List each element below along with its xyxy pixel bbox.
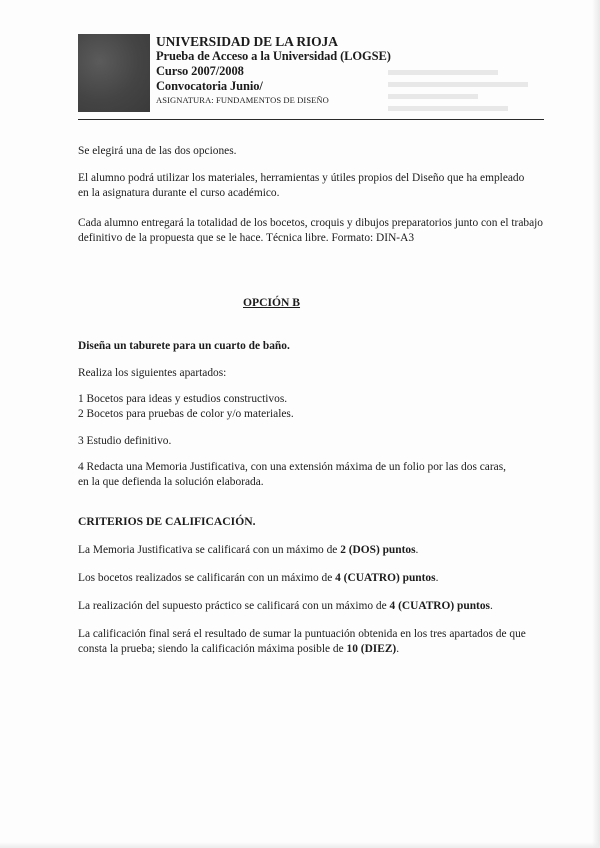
choose-instruction: Se elegirá una de las dos opciones.	[78, 145, 237, 157]
criteria-title: CRITERIOS DE CALIFICACIÓN.	[78, 515, 256, 528]
steps-list	[78, 392, 548, 421]
list-item: 1 Bocetos para ideas y estudios constructivos.	[78, 393, 288, 405]
list-item: 4 Redacta una Memoria Justificativa, con una extensión máxima de un folio por las dos caras, en la que defienda la solución elaborada.	[78, 461, 506, 488]
exam-session: Convocatoria Junio/	[156, 79, 263, 93]
scan-edge	[592, 0, 600, 848]
criterion-item: La calificación final será el resultado de sumar la puntuación obtenida en los tres apartados de que consta la prueba; siendo la calificación máxima posible de 10 (DIEZ).	[78, 628, 526, 655]
task-statement: Diseña un taburete para un cuarto de baño.	[78, 340, 290, 352]
bleed-through	[388, 70, 538, 120]
university-logo	[78, 34, 150, 112]
materials-paragraph: El alumno podrá utilizar los materiales, herramientas y útiles propios del Diseño que ha empleado en la asignatura durante el curso académico.	[78, 172, 525, 199]
list-item: 2 Bocetos para pruebas de color y/o materiales.	[78, 407, 294, 420]
list-item: 3 Estudio definitivo.	[78, 435, 172, 447]
header-divider	[78, 119, 544, 120]
criterion-item: Los bocetos realizados se calificarán con un máximo de 4 (CUATRO) puntos.	[78, 572, 439, 584]
criterion-item: La Memoria Justificativa se calificará con un máximo de 2 (DOS) puntos.	[78, 544, 419, 556]
instructions: Realiza los siguientes apartados:	[78, 367, 227, 379]
exam-name: Prueba de Acceso a la Universidad (LOGSE)	[156, 49, 391, 63]
deliverables-paragraph: Cada alumno entregará la totalidad de los bocetos, croquis y dibujos preparatorios junto con el trabajo definitivo de la propuesta que se le hace. Técnica libre. Formato: DIN-A3	[78, 217, 543, 244]
course-year: Curso 2007/2008	[156, 64, 244, 78]
university-name: UNIVERSIDAD DE LA RIOJA	[156, 34, 338, 49]
scan-edge	[0, 842, 600, 848]
subject-line: ASIGNATURA: FUNDAMENTOS DE DISEÑO	[156, 95, 329, 105]
option-title: OPCIÓN B	[243, 296, 301, 309]
criterion-item: La realización del supuesto práctico se calificará con un máximo de 4 (CUATRO) puntos.	[78, 600, 493, 612]
